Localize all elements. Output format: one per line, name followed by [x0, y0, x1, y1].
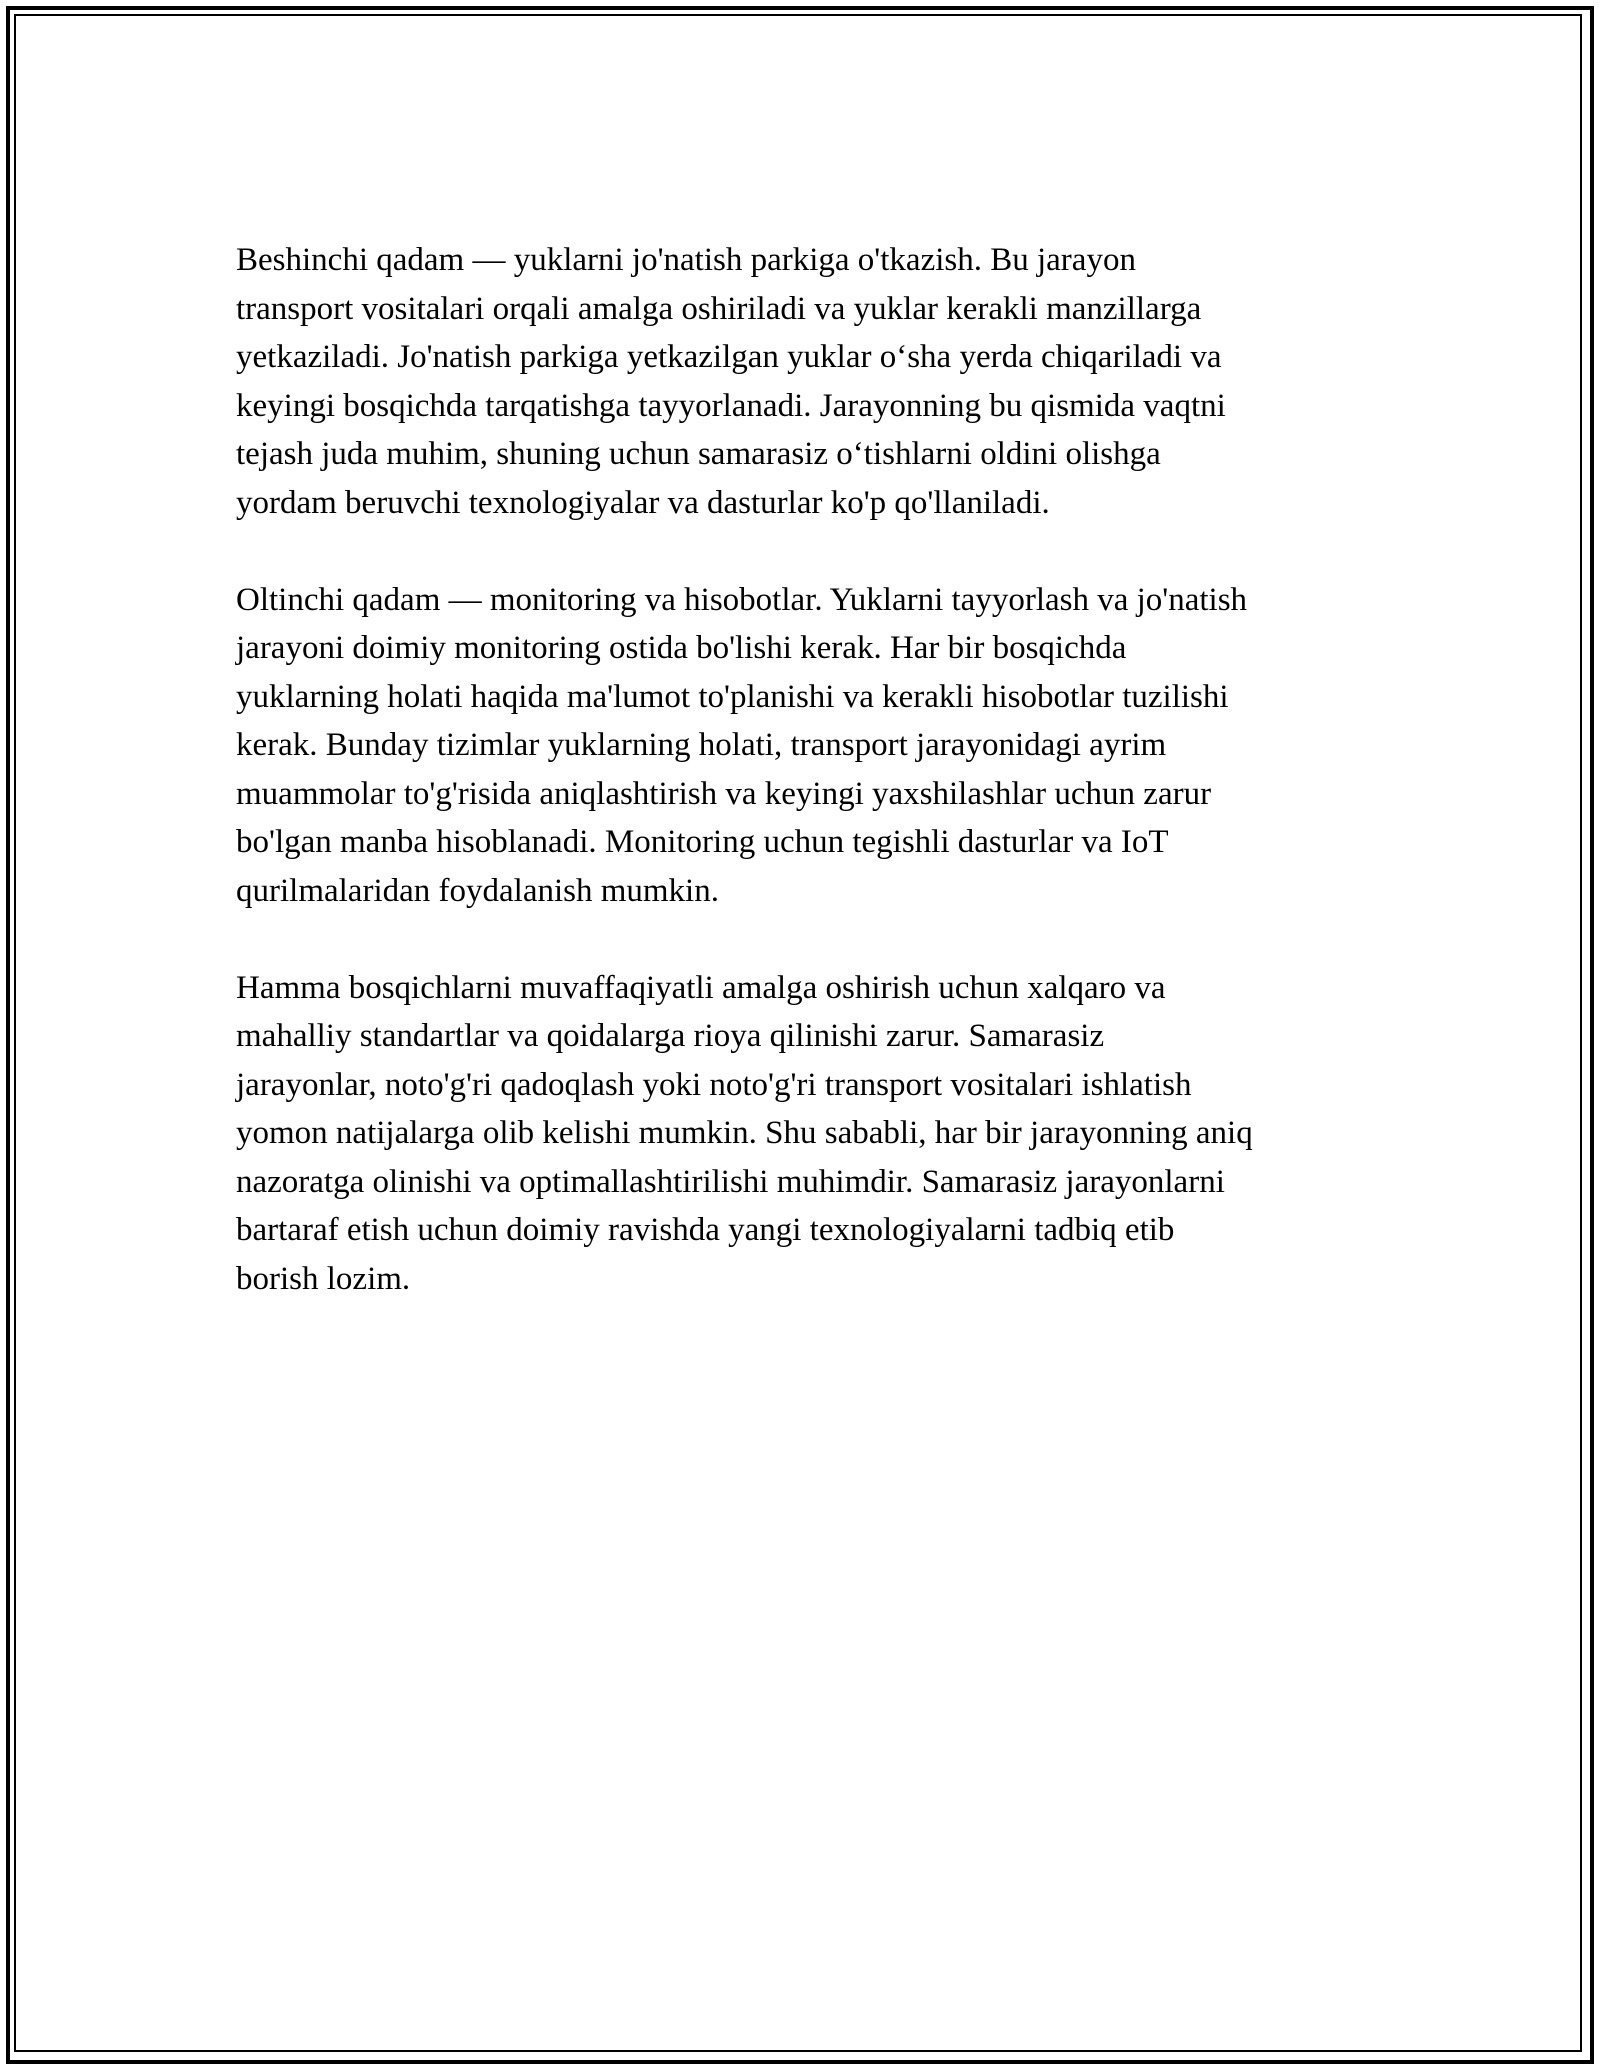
paragraph-step-five: Beshinchi qadam — yuklarni jo'natish parkiga o'tkazish. Bu jarayon transport vositalari orqali amalga oshiriladi va yuklar kerakli manzillarga yetkaziladi. Jo'natish parkiga yetkazilgan yuklar o‘sha yerda chiqariladi va keyingi bosqichda tarqatishga tayyorlanadi. Jarayonning bu qismida vaqtni tejash juda muhim, shuning uchun samarasiz o‘tishlarni oldini olishga yordam beruvchi texnologiyalar va dasturlar ko'p qo'llaniladi. [236, 242, 1226, 521]
paragraph-step-six: Oltinchi qadam — monitoring va hisobotlar. Yuklarni tayyorlash va jo'natish jarayoni doimiy monitoring ostida bo'lishi kerak. Har bir bosqichda yuklarning holati haqida ma'lumot to'planishi va kerakli hisobotlar tuzilishi kerak. Bunday tizimlar yuklarning holati, transport jarayonidagi ayrim muammolar to'g'risida aniqlashtirish va keyingi yaxshilashlar uchun zarur bo'lgan manba hisoblanadi. Monitoring uchun tegishli dasturlar va IoT qurilmalaridan foydalanish mumkin. [236, 581, 1248, 909]
paragraph-conclusion: Hamma bosqichlarni muvaffaqiyatli amalga oshirish uchun xalqaro va mahalliy standartlar va qoidalarga rioya qilinishi zarur. Samarasiz jarayonlar, noto'g'ri qadoqlash yoki noto'g'ri transport vositalari ishlatish yomon natijalarga olib kelishi mumkin. Shu sababli, har bir jarayonning aniq nazoratga olinishi va optimallashtirilishi muhimdir. Samarasiz jarayonlarni bartaraf etish uchun doimiy ravishda yangi texnologiyalarni tadbiq etib borish lozim. [236, 969, 1253, 1297]
document-body [236, 236, 1376, 1352]
